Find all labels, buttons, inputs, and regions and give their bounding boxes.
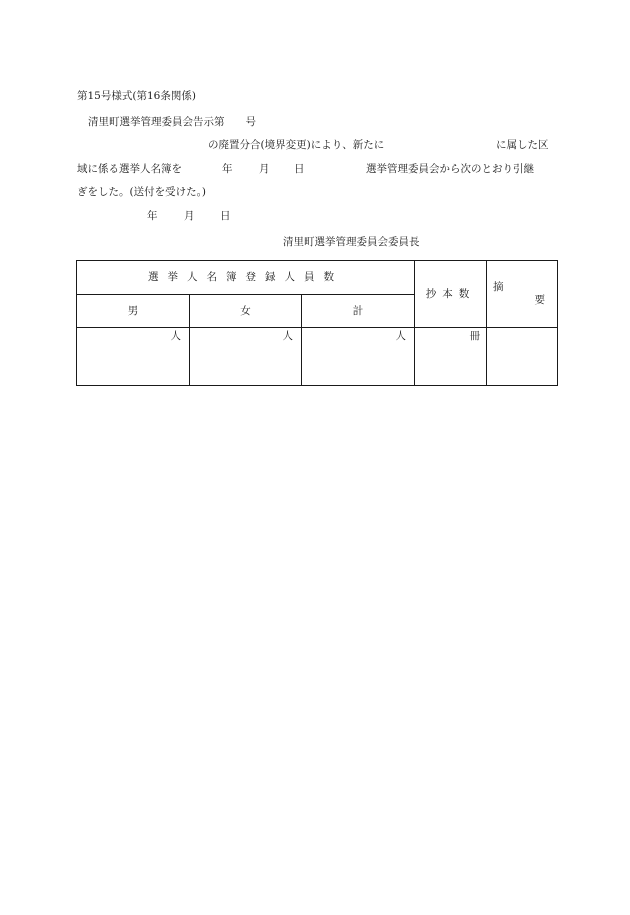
- registration-table: [76, 260, 558, 386]
- header-registered-count: 選挙人名簿登録人員数: [77, 261, 415, 295]
- notice-line: 清里町選挙管理委員会告示第 号: [88, 116, 256, 128]
- header-memo-b: 要: [534, 294, 546, 306]
- body-line2-part1: 域に係る選挙人名簿を: [77, 163, 182, 175]
- body-line2-month: 月: [259, 163, 270, 175]
- date-day: 日: [220, 210, 231, 222]
- cell-copies: 冊: [415, 328, 487, 386]
- header-total: 計: [302, 295, 415, 328]
- header-copies: 抄本数: [415, 261, 487, 328]
- header-memo: [487, 261, 558, 328]
- body-line2-day: 日: [294, 163, 305, 175]
- signature-title: 清里町選挙管理委員会委員長: [283, 236, 420, 248]
- cell-memo: [487, 328, 558, 386]
- body-line2-year: 年: [222, 163, 233, 175]
- cell-male: 人: [77, 328, 190, 386]
- date-year: 年: [147, 210, 158, 222]
- body-line1-part1: の廃置分合(境界変更)により、新たに: [208, 139, 385, 151]
- form-number: 第15号様式(第16条関係): [77, 90, 196, 102]
- cell-total: 人: [302, 328, 415, 386]
- header-female: 女: [190, 295, 302, 328]
- body-line1-part2: に属した区: [496, 139, 549, 151]
- cell-female: 人: [190, 328, 302, 386]
- header-memo-a: 摘: [493, 281, 504, 293]
- body-line2-part2: 選挙管理委員会から次のとおり引継: [366, 163, 534, 175]
- body-line3: ぎをした。(送付を受けた。): [77, 186, 206, 198]
- date-month: 月: [184, 210, 195, 222]
- header-male: 男: [77, 295, 190, 328]
